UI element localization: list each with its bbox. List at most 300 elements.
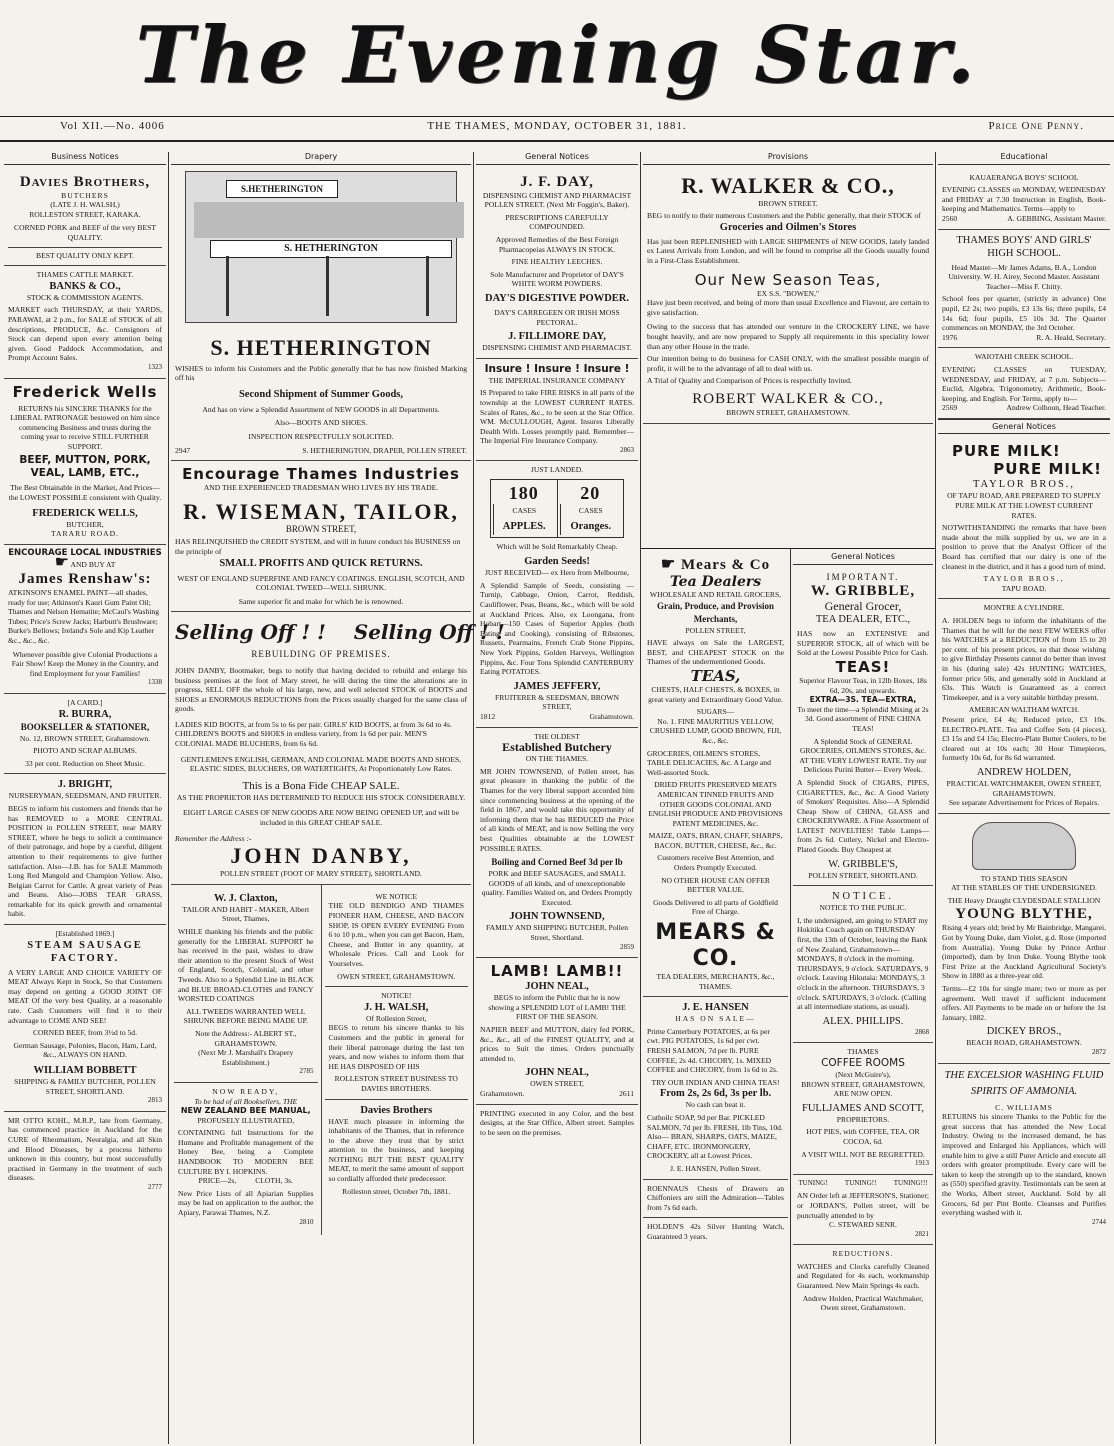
ad-text: CONTAINING full Instructions for the Humane and Profitable management of the Honey Bee, being a Complete HANDBOOK TO MODERN BEE CULTURE BY I. HOPKINS. (178, 1128, 314, 1176)
ad-address: ROLLESTON STREET, KARAKA. (29, 209, 141, 219)
ad-text: PORK and BEEF SAUSAGES, and SMALL GOODS of all kinds, and of unexceptionable quality. Families Waited on, and Orders Promptly Executed. (481, 869, 633, 907)
ad-title (647, 556, 784, 574)
ad-text: And has on view a Splendid Assortment of NEW GOODS in all Departments. (202, 404, 440, 414)
ad-text: Our intention being to do business for CASH ONLY, with the smallest possible margin of profit, it will be to the advantage of all to deal with us. (647, 354, 929, 373)
ad-heading: Grain, Produce, and Provision Merchants, (657, 600, 774, 624)
ad-text: A VERY LARGE AND CHOICE VARIETY OF MEAT Always Kept in Stock, So that Customers may depend on getting a GOOD JOINT OF MEAT Of the very best Quality, at a reasonable rate. Cash Customers will find it to their advantage to COME AND SEE! (8, 967, 162, 1025)
column-divider (935, 152, 936, 1444)
ad-signature: JOHN DANBY, (230, 843, 412, 869)
ad-text: HAS RELINQUISHED the CREDIT SYSTEM, and will in future conduct his BUSINESS on the principle of (175, 537, 461, 556)
column-heading: Educational (938, 152, 1110, 165)
ad-text: Goods Delivered to all parts of Goldfield Free of Charge. (653, 897, 778, 917)
pointing-hand-icon: ☛ (54, 554, 69, 572)
ad-text: NAPIER BEEF and MUTTON, dairy fed PORK, &c., &c., all of the FINEST QUALITY, and at prices to Suit the times. Orders punctually attended to. (480, 1025, 634, 1063)
ad-heading: Garden Seeds! (524, 556, 590, 568)
ad-text: Whenever possible give Colonial Productions a Fair Show! Keep the Money in the Country, and find Employment for your Families! (11, 649, 159, 678)
ad-text: RETURNS his sincere Thanks to the Public for the great success that has attended the New Local Industry. Owing to the increased demand, he has improved and Enlarged his Appliances, which will enable him to give a still Purer Article and execute all orders with greater promptitude. Every care will be taken to keep the strength up to the standard, known as (550) specified gravity. Testimonials can be seen at the Works, Albert street, Auckland. Sold by all Grocers, 6d per Pint Bottle. Cleanses and Purifies everything washed with it. (942, 1112, 1106, 1218)
ad-signature: C. WILLIAMS (995, 1102, 1053, 1112)
ad-text: DAY'S CARREGEEN OR IRISH MOSS PECTORAL. (494, 307, 620, 327)
sausage-ad (4, 925, 166, 1112)
ad-title: WAIOTAHI CREEK SCHOOL. (974, 352, 1074, 362)
ad-text: No cash can beat it. (685, 1100, 746, 1110)
ad-number: 2947 (175, 445, 191, 455)
ad-text: Approved Remedies of the Best Foreign Pharmacopeias ALWAYS IN STOCK. (495, 234, 619, 254)
reductions-ad (793, 1245, 933, 1318)
column-divider (790, 548, 791, 1444)
ad-title: R. WALKER & CO., (681, 172, 895, 198)
ad-footer (942, 214, 1106, 224)
ad-title: Davies Brothers (360, 1104, 433, 1116)
ad-number: 2777 (148, 1182, 162, 1191)
ad-heading: NOTICE. (831, 891, 895, 903)
ad-footer (480, 712, 634, 722)
ad-subtitle: BUTCHERS (61, 190, 109, 200)
ad-text: Rising 4 years old; bred by Mr Bainbridge, Mangarei. Got by Young Duke, dam Violet, g.d. Rose (imported from Australia). Young Duke by Prince Arthur (imported), dam by Iron Duke. Young Blythe took First Prize at the Auckland Agricultural Society's Show in 1880 as a three-year old. (942, 923, 1106, 981)
ad-text: A Splendid Stock of GENERAL GROCERIES, OILMEN'S STORES, &c. AT THE VERY LOWEST RATE. Try our Delicious Purini Butter— Every Week. (799, 736, 927, 775)
dateline-rule (0, 140, 1114, 142)
oranges-label: Oranges. (560, 518, 622, 535)
ad-subtitle: JOHN NEAL, (525, 981, 589, 993)
ad-text: A Trial of Quality and Comparison of Prices is respectfully Invited. (647, 376, 852, 386)
apples-count: 180 (508, 483, 539, 504)
ad-title: PURE MILK! (993, 460, 1102, 479)
ad-address: Note the Address:- ALBERT ST., GRAHAMSTOWN. (195, 1028, 297, 1048)
ad-subtitle: TAYLOR BROS., (972, 479, 1076, 491)
ad-signature: C. STEWARD SENR. (829, 1220, 897, 1230)
ad-heading: Encourage Thames Industries (182, 465, 460, 484)
ad-address: POLLEN STREET, (685, 625, 746, 635)
ad-text: LADIES KID BOOTS, at from 5s to 6s per pair. GIRLS' KID BOOTS, at from 3s 6d to 4s. CHILDREN'S BOOTS and SHOES in endless variety, from 1s 6d per pair. MEN'S COLONIAL MADE BLUCHERS, from 6s 6d. (175, 719, 452, 749)
ad-text: AN Order left at JEFFERSON'S, Stationer; or JORDAN'S, Pollen street, will be punctually attended to by (797, 1191, 929, 1220)
ad-signature: JOHN TOWNSEND, (509, 911, 605, 923)
ad-text: Rolleston street, October 7th, 1881. (342, 1186, 451, 1196)
ad-text: BUTCHER, (66, 519, 104, 529)
day-ad (476, 169, 638, 359)
ad-subtitle: AT THE STABLES OF THE UNDERSIGNED. (951, 883, 1097, 893)
ad-signature: J. E. HANSEN, Pollen Street. (670, 1163, 761, 1173)
ad-text: MARKET each THURSDAY, at their YARDS, PARAWAI, at 2 p.m., for SALE of STOCK of all descriptions, PRODUCE, &c. Consignors of Stock can depend upon every attention being given. Good Paddock Accommodation, and Prompt Account Sales. (8, 305, 162, 363)
ad-signature: JOHN NEAL, (525, 1067, 589, 1079)
phillips-notice (793, 886, 933, 1043)
ad-heading: [Established 1869.] (55, 929, 115, 939)
ad-number: 2810 (299, 1217, 314, 1226)
ad-text: ROENNAUS Chests of Drawers an Chiffoniers are still the Admiration—Tables from 7s 6d each. (647, 1183, 784, 1212)
oranges-cell (557, 480, 624, 537)
high-school-ad (938, 230, 1110, 349)
ad-text: BEGS to inform his customers and friends that he has REMOVED to a MORE CENTRAL POSITION in POLLEN STREET, near MARY STREET, where he begs to solicit a continuance of their patronage, and hope by a careful, diligent attention to their requirements to give further satisfaction. Also—J.B. has for SALE Mammoth Long Red Mangold and Champion Yellow. Also, Belgian Carrot for Cattle. A great variety of Peas and Beans. Also—JOBS TEAR GRASS, remarkable for its quick growth and ornamental habit. (8, 803, 162, 919)
cases-label: CASES (560, 504, 622, 518)
ad-text: Superior Flavour Teas, in 12lb Boxes, 18s 6d, 20s, and upwards. (799, 675, 927, 695)
ad-number: 1913 (915, 1159, 929, 1168)
cases-label: CASES (493, 504, 555, 518)
educational-column (938, 152, 1110, 1442)
ad-text: MR OTTO KOHL, M.R.P., late from Germany, has commenced practice in Auckland for the CURE of Rheumatism, Neuralgia, and all Skin and Blood Diseases, by a process hitherto unknown in this country, but most successfully practised in Germany in the treatment of such diseases. (8, 1115, 162, 1183)
ad-address: OWEN STREET, (530, 1079, 584, 1089)
ad-number: 2785 (299, 1067, 314, 1076)
ad-text: Terms—£2 10s for single mare; two or more as per agreement. Well travel if sufficient inducement offers. All Payments to be made on or before the 1st January, 1882. (942, 984, 1106, 1022)
ad-footer (942, 403, 1106, 413)
ad-text: Which will be Sold Remarkably Cheap. (496, 541, 618, 551)
ad-heading: Groceries and Oilmen's Stores (719, 221, 857, 233)
ad-title: BANKS & CO., (49, 280, 121, 292)
ad-text: Has just been REPLENISHED with LARGE SHIPMENTS of NEW GOODS, lately landed ex Latest Arrivals from London, and will be found to comprise all the Goods usually found in a First-Class Establishment. (647, 236, 929, 265)
ad-text: PRINTING executed in any Color, and the best designs, at the Star Office, Albert street. Samples to be seen on the premises. (480, 1108, 634, 1137)
ad-text: A Splendid Stock of CIGARS, PIPES, CIGARETTES, &c., &c. A Good Variety of Smokers' Requisites. Also—A Splendid Cheap Show of CHINA, GLASS and CROCKERYWARE. A Fine Assortment of LATEST NOVELTIES! Table Lamps—from 2s 6d. Cutlery, Nickel and Electro-Plated Goods. Buy Cheapest at (797, 777, 929, 855)
ad-text: A. HOLDEN begs to inform the inhabitants of the Thames that he will for the next FEW WEEKS offer his WATCHES at a REDUCTION of from 15 to 20 per cent. of his present prices, so that those wishing to give Birthday Presents cannot do better than invest in his (during sale) 42s HUNTING WATCHES, former price 50s, and generally sold in Auckland at 63s. This Watch is Guaranteed as a correct Timekeeper, and is a very suitable birthday present. (942, 616, 1106, 702)
ad-text: WHOLESALE AND RETAIL GROCERS, (649, 590, 782, 599)
column-heading: Business Notices (4, 152, 166, 165)
column-heading: General Notices (476, 152, 638, 165)
ad-signature: FULLJAMES AND SCOTT, (801, 1102, 925, 1114)
ad-title: COFFEE ROOMS (821, 1056, 905, 1069)
ad-title: Frederick Wells (12, 382, 158, 401)
ad-title: S. HETHERINGTON (210, 334, 432, 360)
ad-title: YOUNG BLYTHE, (955, 906, 1093, 923)
ad-heading: TO STAND THIS SEASON (980, 873, 1068, 883)
mears-ad (643, 552, 788, 997)
ad-text: Cuthoilc SOAP, 9d per Bar. PICKLED SALMON, 7d per lb. FRESH, 1lb Tins, 10d. Also— BRAN, SHARPS, OATS, MAIZE, CHAFF, ETC. IRONMONGERY, CROCKERY, all at Lowest Prices. (647, 1112, 783, 1161)
column-heading: General Notices (793, 552, 933, 565)
ad-subtitle: STOCK & COMMISSION AGENTS. (26, 292, 144, 302)
ad-number: 2872 (1092, 1048, 1106, 1056)
claxton-ad (174, 888, 318, 1083)
ad-text: DRIED FRUITS PRESERVED MEATS AMERICAN TINNED FRUITS AND OTHER GOODS COLONIAL AND ENGLISH PRODUCE AND PROVISIONS PATENT MEDICINES, &c. (648, 780, 783, 828)
ad-title: NEW ZEALAND BEE MANUAL, (180, 1106, 311, 1116)
ad-subtitle: NURSERYMAN, SEEDSMAN, AND FRUITER. (8, 791, 162, 801)
ad-text: I, the undersigned, am going to START my Hokitika Coach again on THURSDAY first, the 13th of October, leaving the Bank of New Zealand, Grahamstown— MONDAYS, 8 o'clock in the morning. THURSDAYS, 9 o'clock. SATURDAYS, 9 o'clock. Leaving Hikutaia: MONDAYS, 3 o'clock in the afternoon. THURSDAYS, 3 o'clock. SATURDAYS, 3 o'clock. (Calling at all intermediate stations, as usual). (797, 915, 929, 1012)
ad-address: BROWN STREET, (285, 523, 357, 534)
kauaeranga-ad (938, 169, 1110, 230)
ad-text: BEST QUALITY ONLY KEPT. (8, 247, 162, 261)
ad-signature: ANDREW HOLDEN, (976, 766, 1072, 778)
ad-text: Present price, £4 4s; Reduced price, £3 10s. ELECTRO-PLATE. Tea and Coffee Sets (4 pieces), £3 15s and £4 15s; Electro-Plate Butter Coolers, to be cleared out at 10s each; 30 Hour Timepieces, formerly 10s 6d, for 8s 6d warranted. (942, 714, 1106, 763)
ad-number: 2560 (942, 213, 958, 223)
ad-number: 1338 (148, 678, 162, 687)
ad-number: 2569 (942, 403, 958, 413)
pioneer-notice (325, 888, 469, 987)
ad-text: Sole Manufacturer and Proprietor of DAY'S WHITE WORM POWDERS. (490, 269, 624, 289)
ad-subtitle: JUST RECEIVED— ex Hero from Melbourne, (484, 568, 630, 578)
printing-ad (476, 1105, 638, 1143)
ad-heading: From 2s, 2s 6d, 3s per lb. (659, 1088, 772, 1100)
ad-text: A VISIT WILL NOT BE REGRETTED. (801, 1149, 925, 1159)
ad-title: STEAM SAUSAGE FACTORY. (27, 939, 143, 964)
ad-title: Established Butchery (502, 740, 612, 755)
ad-heading: JUST LANDED. (530, 465, 584, 475)
veranda-post (326, 256, 329, 316)
ad-text: PHOTO AND SCRAP ALBUMS. (33, 746, 137, 756)
ad-title: R. WISEMAN, TAILOR, (183, 498, 459, 524)
ad-text: OF TAPU ROAD, ARE PREPARED TO SUPPLY PURE MILK AT THE LOWEST CURRENT RATES. (947, 491, 1101, 520)
ad-heading: AMERICAN WALTHAM WATCH. (968, 705, 1080, 715)
ad-number: 1976 (942, 332, 958, 342)
ad-heading: EXTRA—3S. TEA—EXTRA, (809, 695, 917, 705)
ad-title: LAMB! LAMB!! (490, 962, 624, 981)
ad-text: Prime Canterbury POTATOES, at 6s per cwt. PIG POTATOES, 1s 6d per cwt. FRESH SALMON, 7d per lb. PURE COFFEE, 2s 4d. CHICORY, 1s. MIXED COFFEE and CHICORY, from 1s 6d to 2s. (647, 1026, 778, 1075)
ad-text: BEGS to inform the Public that he is now showing a SPLENDID LOT of LAMB! THE FIRST OF THE SEASON. (488, 993, 626, 1022)
column-heading: General Notices (938, 419, 1110, 435)
ad-address: OWEN STREET, GRAHAMSTOWN. (337, 971, 456, 981)
ad-text: JOHN DANBY, Bootmaker, begs to notify that having decided to rebuild and enlarge his business premises at the foot of Mary street, he will during the time the alterations are in progress, SELL OFF the whole of his large, new, and well selected STOCK of BOOTS and SHOES at ENORMOUS REDUCTIONS from the Prices usually charged for the same class of goods. (175, 665, 467, 714)
masthead-title: The Evening Star. (135, 10, 979, 101)
ad-text: Same superior fit and make for which he is renowned. (238, 596, 404, 606)
banks-ad (4, 266, 166, 378)
ad-text: School fees per quarter, (strictly in advance) One pupil, £2 2s; two pupils, £3 13s 6s; three pupils, £4 14s 6d; four pupils, £5 10s 3d. The Quarter commences on MONDAY, the 3rd October. (942, 294, 1106, 333)
holdens-watch-ad (643, 1218, 788, 1246)
ad-text: EVENING CLASSES on MONDAY, WEDNESDAY and FRIDAY at 7.30 Instruction in English, Book-keeping and Mathematics. Terms—apply to (942, 185, 1106, 214)
ad-text: HOT PIES, with COFFEE, TEA, OR COCOA, 6d. (806, 1127, 920, 1146)
kohl-ad (4, 1112, 166, 1198)
veranda-post (426, 256, 429, 316)
ad-subtitle: ON THE THAMES. (525, 754, 589, 764)
ad-heading: THE OLDEST (534, 731, 580, 741)
ad-text: THE Heavy Draught CLYDESDALE STALLION (947, 895, 1101, 905)
column-heading: Provisions (643, 152, 933, 165)
ad-title: W. GRIBBLE, (810, 583, 916, 600)
ad-text: TEA DEALERS, MERCHANTS, &c., THAMES. (656, 972, 775, 991)
ad-subtitle: AND THE EXPERIENCED TRADESMAN WHO LIVES BY HIS TRADE. (203, 483, 439, 493)
ad-title: R. BURRA, (58, 708, 112, 720)
ad-text: Customers receive Best Attention, and Orders Promptly Executed. (657, 853, 774, 873)
ad-text: To be had of all Booksellers, THE (194, 1096, 298, 1106)
ad-text: New Price Lists of all Apiarian Supplies may be had on application to the author, the Apiary, Parawai Thames, N.Z. (178, 1188, 314, 1218)
renshaw-ad (4, 545, 166, 694)
ad-number: 2863 (620, 445, 634, 454)
townsend-ad (476, 728, 638, 959)
ad-text: Grahamstown. (480, 1089, 525, 1098)
ad-address: No. 12, BROWN STREET, Grahamstown. (19, 733, 151, 743)
ad-text: THE OLD BENDIGO AND THAMES PIONEER HAM, CHEESE, AND BACON SHOP, IS OPEN EVERY EVENING From 6 to 10 p.m., when you can get Bacon, Ham, Cheese, and Butter in any quantity, at Wholesale Prices. Call and Look for Yourselves. (328, 901, 464, 968)
ad-text: (Next Mr J. Marshall's Drapery Establishment.) (198, 1048, 294, 1067)
ad-text: PRESCRIPTIONS CAREFULLY COMPOUNDED. (505, 212, 609, 232)
ad-text: (Next McGuire's), (835, 1069, 891, 1079)
ad-text: MAIZE, OATS, BRAN, CHAFF, SHARPS, BACON, BUTTER, CHEESE, &c., &c. (648, 831, 783, 850)
provisions-rule (640, 548, 936, 549)
waiotahi-ad (938, 348, 1110, 419)
ad-signature: R. A. Heald, Secretary. (1036, 332, 1106, 342)
ad-address: TAPU ROAD. (1001, 583, 1047, 593)
ad-signature: WILLIAM BOBBETT (33, 1065, 137, 1076)
ad-subtitle: TEA DEALER, ETC., (815, 614, 911, 626)
ad-text: GENTLEMEN'S ENGLISH, GERMAN, AND COLONIAL MADE BOOTS AND SHOES, ELASTIC SIDES, BLUCHERS, OR WATERTIGHTS, At Proportionately Low Rates. (180, 754, 462, 774)
insurance-ad (476, 359, 638, 462)
ad-text: NO OTHER HOUSE CAN OFFER BETTER VALUE. (661, 875, 770, 895)
ad-signature: S. HETHERINGTON, DRAPER, POLLEN STREET. (302, 445, 467, 455)
ad-text: See separate Advertisement for Prices of Repairs. (948, 798, 1100, 808)
issue-date: THE THAMES, MONDAY, OCTOBER 31, 1881. (427, 120, 687, 132)
ad-text: AND BUY AT (70, 560, 116, 570)
ad-signature: ROBERT WALKER & CO., (692, 390, 884, 407)
ad-text: German Sausage, Polonies, Bacon, Ham, Lard, &c., ALWAYS ON HAND. (13, 1040, 157, 1060)
ad-signature: J. FILLIMORE DAY, (508, 331, 606, 343)
ad-number: 2821 (915, 1229, 929, 1238)
ad-text: WATCHES and Clocks carefully Cleaned and Regulated for 4s each, workmanship Guaranteed. New Main Springs 4s each. (797, 1261, 929, 1291)
ad-address: POLLEN STREET. (Next Mr Foggin's, Baker). (484, 200, 630, 210)
ad-subtitle: EX S.S. "BOWEN," (756, 288, 820, 298)
ad-heading: Boiling and Corned Beef 3d per lb (491, 857, 623, 868)
masthead-rule (0, 116, 1114, 117)
shop-front-illustration (185, 171, 457, 323)
ad-footer (175, 446, 467, 456)
wiseman-ad (171, 461, 471, 612)
business-notices-column (4, 152, 166, 1442)
ad-text: RETURNS his SINCERE THANKS for the LIBERAL PATRONAGE bestowed on him since commencing Business and trusts during the coming year to receive STILL FURTHER SUPPORT. (10, 403, 160, 451)
bright-ad (4, 774, 166, 925)
ad-title: THE EXCELSIOR WASHING FLUID SPIRITS OF AMMONIA. (944, 1069, 1104, 1097)
ad-heading: ENCOURAGE LOCAL INDUSTRIES (8, 547, 162, 558)
ad-number: 2744 (1092, 1217, 1106, 1226)
dateline (0, 120, 1114, 138)
walsh-notice (325, 987, 469, 1099)
ad-address: PRACTICAL WATCHMAKER, OWEN STREET, GRAHAMSTOWN. (946, 778, 1102, 798)
ad-text: ATKINSON'S ENAMEL PAINT—all shades, ready for use; Atkinson's Kauri Gum Paint Oil; Thames and Nelson Hematite; McCaul's Washing Tubes; Price's Screw Jacks; Harbutt's Brushware; Burke's Bellows; Ireland's Sole and Kip Leather &c., &c., &c. (8, 588, 159, 645)
ad-text: The Best Obtainable in the Market, And Prices—the LOWEST POSSIBLE consistent with Quality. (8, 483, 162, 503)
ad-signature: JAMES JEFFERY, (513, 680, 601, 692)
ad-text: HAVE always on Sale the LARGEST, BEST, and CHEAPEST STOCK on the Thames of the undermentioned Goods. (647, 638, 784, 667)
ad-heading: TEAS, (690, 666, 741, 685)
ad-text: AS THE PROPRIETOR HAS DETERMINED TO REDUCE HIS STOCK CONSIDERABLY. (176, 792, 466, 802)
ad-text: HOLDEN'S 42s Silver Hunting Watch, Guaranteed 3 years. (647, 1222, 784, 1241)
hetherington-ad (171, 331, 471, 462)
ad-address: FRUITERER & SEEDSMAN, BROWN STREET, (494, 692, 620, 712)
davies-brothers-notice (325, 1100, 469, 1202)
drapery-split (171, 885, 471, 1235)
ad-heading: WE NOTICE (375, 891, 418, 901)
ad-footer (942, 333, 1106, 343)
neal-ad (476, 958, 638, 1104)
drapery-right (322, 885, 472, 1235)
ad-heading: TEAS! (835, 657, 891, 676)
ad-text: Also—BOOTS AND SHOES. (274, 418, 368, 428)
ad-text: DISPENSING CHEMIST AND PHARMACIST. (482, 343, 632, 353)
masthead (0, 0, 1114, 112)
ad-heading: IMPORTANT. (826, 571, 900, 582)
ad-text: GROCERIES, OILMEN'S STORES, TABLE DELICACIES, &c. A Large and Well-assorted Stock. (647, 748, 771, 777)
ad-address: BROWN STREET. (758, 198, 818, 208)
ad-text: Head Master—Mr James Adams, B.A., London University. W. H. Airey, Second Master. Assistant Teacher—Miss F. Chitty. (948, 262, 1100, 291)
ad-number: 2611 (619, 1089, 634, 1098)
ad-text: ALL TWEEDS WARRANTED WELL SHRUNK BEFORE BEING MADE UP. (183, 1006, 308, 1026)
ad-subtitle: Of Rolleston Street, (365, 1013, 427, 1023)
ad-text: EIGHT LARGE CASES OF NEW GOODS ARE NOW BEING OPENED UP, and will be included in this GREAT CHEAP SALE. (183, 808, 459, 828)
ad-heading: THAMES CATTLE MARKET. (36, 270, 134, 280)
ad-address: FAMILY AND SHIPPING BUTCHER, Pollen Street, Shortland. (485, 923, 629, 943)
building-facade (194, 202, 464, 238)
ad-text: ROLLESTON STREET BUSINESS TO DAVIES BROTHERS. (334, 1074, 458, 1093)
ad-text: FINE HEALTHY LEECHES. (511, 257, 603, 267)
ad-footer (480, 1089, 634, 1099)
jeffery-ad (476, 461, 638, 727)
ad-text: Remember the Address :- (175, 833, 252, 843)
ad-number: 2813 (148, 1096, 162, 1105)
apples-cell (491, 480, 557, 537)
ad-heading: MONTRE A CYLINDRE. (983, 603, 1065, 613)
fruit-box (490, 479, 624, 538)
hansen-ad (643, 997, 788, 1179)
ad-text: PRICE—2s, CLOTH, 3s. (198, 1176, 293, 1186)
burra-ad (4, 694, 166, 774)
ad-title: James Renshaw's: (18, 571, 152, 588)
ad-signature: W. GRIBBLE'S, (828, 858, 898, 870)
ad-text: Have just been received, and being of more than usual Excellence and Flavour, are certain to give satisfaction. (647, 298, 929, 317)
ad-heading: NOW READY, (212, 1086, 280, 1096)
shop-sign: S.HETHERINGTON (226, 180, 338, 198)
ad-heading: THAMES (847, 1047, 879, 1057)
provisions-column (643, 152, 933, 547)
coffee-rooms-ad (793, 1043, 933, 1174)
ad-heading: Insure ! Insure ! Insure ! (484, 362, 630, 375)
ad-heading: SUGARS— (696, 707, 735, 717)
ad-text: To meet the time—a Splendid Mixing at 2s 3d. Good assortment of FINE CHINA TEAS! (797, 704, 929, 733)
ad-subtitle: General Grocer, (824, 599, 902, 614)
ad-text: Owing to the success that has attended our venture in the CROCKERY LINE, we have bought heavily, and are now prepared to Supply all requirements in this speciality lower than any other House in the trade. (647, 322, 929, 351)
veranda-post (226, 256, 229, 316)
ad-text: A Splendid Sample of Seeds, consisting — Turnip, Cabbage, Onion, Carrot, Reddish, Cauliflower, Peas, Beans, &c., which will be sold at Auckland Prices. Also, ex Loongana, from Hobart—150 Cases of Superior Apples (both Eating and Cooking), consisting of Ribstones, Russets, Pearmains, French Crab Stone Pippins, New York Pippins, Golden Harveys, Wellington Pippins, &c. Four Tons Splendid CANTERBURY Eating POTATOES. (480, 580, 634, 677)
ad-text: EVENING CLASSES on TUESDAY, WEDNESDAY, and FRIDAY, at 7 p.m. Subjects—Euclid, Algebra, Trigonometry, Arithmetic, Book-keeping, and English. For Terms, apply to— (942, 364, 1106, 403)
ad-heading: REBUILDING OF PREMISES. (251, 649, 391, 660)
column-divider (168, 152, 169, 1444)
roennaus-ad (643, 1180, 788, 1219)
ad-subtitle: Tea Dealers (669, 574, 762, 590)
ad-address: SHIPPING & FAMILY BUTCHER, POLLEN STREET, SHORTLAND. (14, 1077, 156, 1096)
general-notices-column (476, 152, 638, 1442)
ad-subtitle: DISPENSING CHEMIST AND PHARMACIST (482, 190, 632, 200)
bee-manual-ad (174, 1083, 318, 1232)
ad-subtitle: NOTICE TO THE PUBLIC. (819, 903, 907, 913)
general-notices-column-2 (793, 552, 933, 1444)
price: Price One Penny. (988, 120, 1084, 132)
ad-text: HAS now an EXTENSIVE and SUPERIOR STOCK, all of which will be Sold at the Lowest Possible Price for Cash. (797, 629, 929, 658)
column-divider (473, 152, 474, 1444)
ad-address: BEACH ROAD, GRAHAMSTOWN. (966, 1038, 1082, 1048)
ad-signature: A. GEBBING, Assistant Master. (1007, 213, 1106, 223)
ad-text: INSPECTION RESPECTFULLY SOLICITED. (248, 431, 394, 441)
ad-text: No. 1. FINE MAURITIUS YELLOW, CRUSHED LUMP, GOOD BROWN, FIJI, &c., &c. (649, 716, 782, 745)
ad-text: IS Prepared to take FIRE RISKS in all parts of the township at the LOWEST CURRENT RATES. Scales of Rates, &c., to be seen at the Star Office. WM. McCULLOUGH, Agent. Insures Liberally Dealth With. Losses promptly paid. Remember— The Imperial Fire Insurance Company. (480, 388, 634, 446)
excelsior-ad (938, 1064, 1110, 1233)
holden-ad (938, 599, 1110, 813)
ad-address: POLLEN STREET, SHORTLAND. (808, 870, 918, 880)
tuning-ad (793, 1175, 933, 1246)
ad-text: CHESTS, HALF CHESTS, & BOXES, in great variety and Extraordinary Good Value. (648, 684, 783, 704)
ad-heading: [A CARD.] (67, 697, 103, 707)
ad-text: WEST OF ENGLAND SUPERFINE AND FANCY COATINGS. ENGLISH, SCOTCH, AND COLONIAL TWEED—WELL SHRUNK. (177, 573, 465, 593)
ad-title: J. E. HANSEN (682, 1002, 749, 1014)
ad-text: NOTWITHSTANDING the remarks that have been made about the milk supplied by us, we are in a position to prove that the Analyst Officer of the Board has certified that our dairy is one of the cleanest in the district, and it has a good turn of mind. (942, 523, 1106, 571)
ad-text: (LATE J. H. WALSH,) (50, 200, 120, 210)
walker-ad (643, 169, 933, 424)
ad-text: WHILE thanking his friends and the public generally for the LIBERAL SUPPORT he has received in the past, wishes to draw their attention to the present Stock of West of England, Scotch, Colonial, and other Tweeds. Also to a Splendid Line in BLACK and BLUE BROAD-CLOTHS and FANCY WORSTED COATINGS (178, 927, 314, 1004)
mears-column (643, 552, 788, 1444)
ad-title-text: Mears & Co (680, 557, 771, 573)
ad-heading: BEEF, MUTTON, PORK, VEAL, LAMB, ETC., (19, 454, 151, 480)
ad-text: BEG to notify to their numerous Customers and the Public generally, that their STOCK of (647, 211, 921, 221)
drapery-left (171, 885, 322, 1235)
ad-subtitle: HAS ON SALE— (675, 1014, 756, 1024)
ad-title: Davies Brothers, (19, 173, 151, 190)
ad-title: W. J. Claxton, (214, 892, 278, 904)
ad-signature: Andrew Holden, Practical Watchmaker, Owen street, Grahamstown. (802, 1293, 924, 1313)
ad-signature: FREDERICK WELLS, (32, 507, 138, 519)
oranges-count: 20 (580, 483, 601, 504)
ad-heading: SMALL PROFITS AND QUICK RETURNS. (219, 557, 423, 569)
volume-number: Vol XII.—No. 4006 (60, 120, 165, 132)
ad-signature: Andrew Colhoun, Head Teacher. (1006, 403, 1106, 413)
ad-text: BEGS to return his sincere thanks to his Customers and the public in general for their liberal patronage during the last ten years, and now wishes to inform them that HE HAS DISPOSED OF HIS (328, 1023, 464, 1071)
ad-signature: TAYLOR BROS., (983, 574, 1065, 584)
ad-number: 1812 (480, 711, 496, 721)
ad-heading: NOTICE! (381, 991, 412, 1001)
